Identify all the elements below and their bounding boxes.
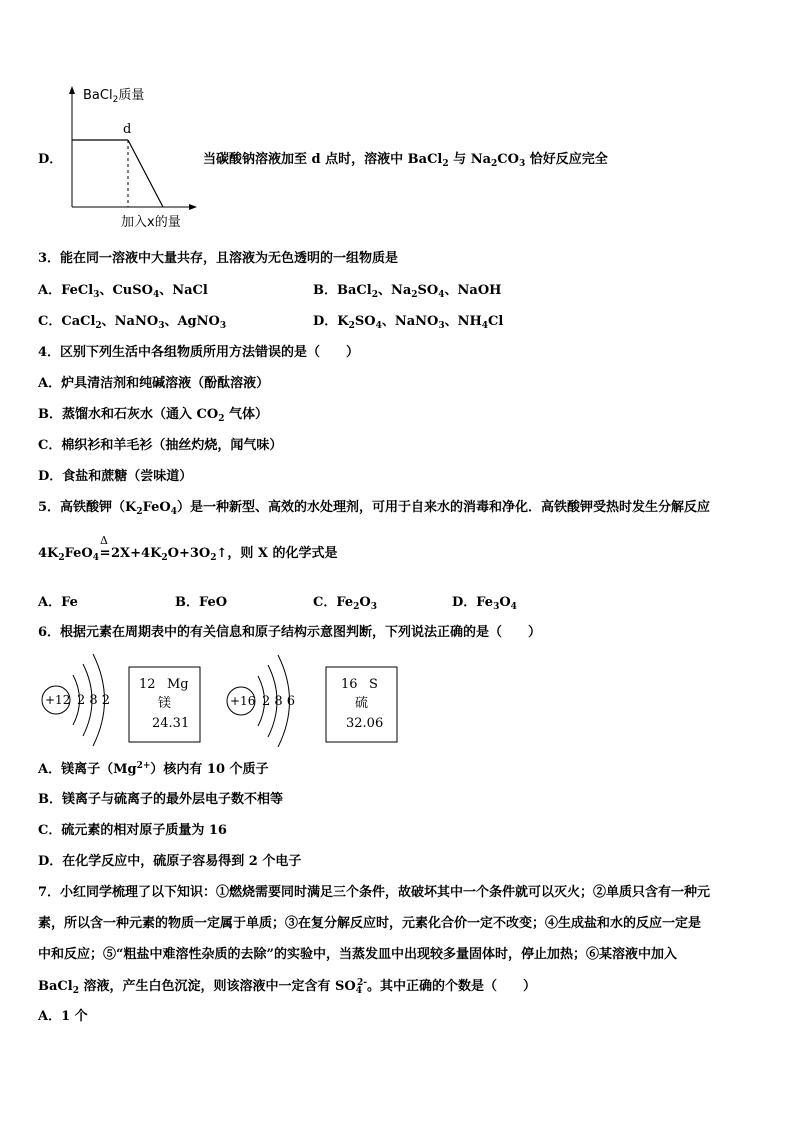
q7-line-2: 素，所以含一种元素的物质一定属于单质；③在复分解反应时，元素化合价一定不改变；④生成盐和水的反应一定是 bbox=[38, 916, 702, 931]
mg-electron-config: 2 8 2 bbox=[77, 693, 111, 708]
q7-line-3: 中和反应；⑤“粗盐中难溶性杂质的去除”的实验中，当蒸发皿中出现较多量固体时，停止加热；⑥某溶液中加入 bbox=[38, 947, 677, 962]
graph-point-d: d bbox=[123, 122, 132, 137]
q6-option-b: B．镁离子与硫离子的最外层电子数不相等 bbox=[38, 792, 283, 807]
q6-stem: 6．根据元素在周期表中的有关信息和原子结构示意图判断，下列说法正确的是（ ） bbox=[38, 625, 542, 640]
q7-line-1: 7．小红同学梳理了以下知识：①燃烧需要同时满足三个条件，故破坏其中一个条件就可以灭火；②单质只含有一种元 bbox=[38, 885, 711, 900]
s-symbol: S bbox=[369, 677, 378, 692]
s-nucleus-charge: +16 bbox=[230, 694, 256, 708]
mg-name: 镁 bbox=[158, 696, 172, 711]
s-name: 硫 bbox=[355, 696, 369, 711]
q5-option-d: D．$Fe_3O_4$ bbox=[452, 595, 517, 612]
q6-option-c: C．硫元素的相对原子质量为 16 bbox=[38, 823, 227, 838]
s-electron-config: 2 8 6 bbox=[262, 694, 296, 709]
q5-option-b: B．FeO bbox=[175, 595, 228, 610]
mg-symbol: Mg bbox=[167, 677, 189, 692]
s-atomic-mass: 32.06 bbox=[346, 716, 384, 731]
q7-line-4: BaCl$_2$ 溶液，产生白色沉淀，则该溶液中一定含有 $SO_4^{2-}$。其中正确的个数是（ ） bbox=[38, 978, 537, 996]
q4-option-c: C．棉织衫和羊毛衫（抽丝灼烧，闻气味） bbox=[38, 438, 283, 453]
q3-option-c: C．CaCl$_2$、NaNO$_3$、AgNO$_3$ bbox=[38, 314, 227, 331]
q7-option-a: A．1 个 bbox=[38, 1009, 88, 1024]
q3-option-a: A．FeCl$_3$、CuSO$_4$、NaCl bbox=[38, 283, 208, 300]
q6-option-d: D．在化学反应中，硫原子容易得到 2 个电子 bbox=[38, 854, 302, 869]
q3-option-b: B．BaCl$_2$、$Na_2SO_4$、NaOH bbox=[313, 283, 502, 300]
q2-option-d-statement: 当碳酸钠溶液加至 d 点时，溶液中 BaCl$_2$ 与 $Na_2CO_3$ 恰好反应完全 bbox=[203, 152, 608, 169]
q5-stem: 5．高铁酸钾$(K_2FeO_4)$是一种新型、高效的水处理剂，可用于自来水的消毒和净化．高铁酸钾受热时发生分解反应 bbox=[38, 500, 711, 517]
q4-option-b: B．蒸馏水和石灰水（通入 $CO_2$ 气体） bbox=[38, 407, 268, 424]
mg-nucleus-charge: +12 bbox=[45, 693, 71, 707]
delta-symbol: Δ bbox=[100, 534, 108, 547]
mg-atomic-mass: 24.31 bbox=[152, 716, 190, 731]
q6-option-a: A．镁离子$(Mg^{2+})$核内有 10 个质子 bbox=[38, 761, 269, 777]
q3-stem: 3．能在同一溶液中大量共存，且溶液为无色透明的一组物质是 bbox=[38, 251, 399, 266]
q5-option-a: A．Fe bbox=[38, 595, 78, 610]
s-atomic-number: 16 bbox=[341, 677, 358, 692]
delta-equals-sign: = Δ bbox=[99, 534, 111, 561]
q4-stem: 4．区别下列生活中各组物质所用方法错误的是（ ） bbox=[38, 345, 360, 360]
q3-option-d: D．$K_2SO_4$、NaNO$_3$、$NH_4Cl$ bbox=[313, 314, 504, 331]
q4-option-a: A．炉具清洁剂和纯碱溶液（酚酞溶液） bbox=[38, 376, 270, 391]
graph-y-label: BaCl$_2$质量 bbox=[83, 88, 145, 105]
q2-option-d-label: D． bbox=[38, 152, 63, 167]
q4-option-d: D．食盐和蔗糖（尝味道） bbox=[38, 469, 193, 484]
graph-x-label: 加入x的量 bbox=[121, 215, 181, 230]
q5-option-c: C．$Fe_2O_3$ bbox=[313, 595, 377, 612]
q5-equation: $4K_2FeO_4=$ Δ $2X+4K_2O+3O_2↑$，则 X 的化学式是 bbox=[38, 534, 338, 563]
mg-atomic-number: 12 bbox=[139, 677, 156, 692]
